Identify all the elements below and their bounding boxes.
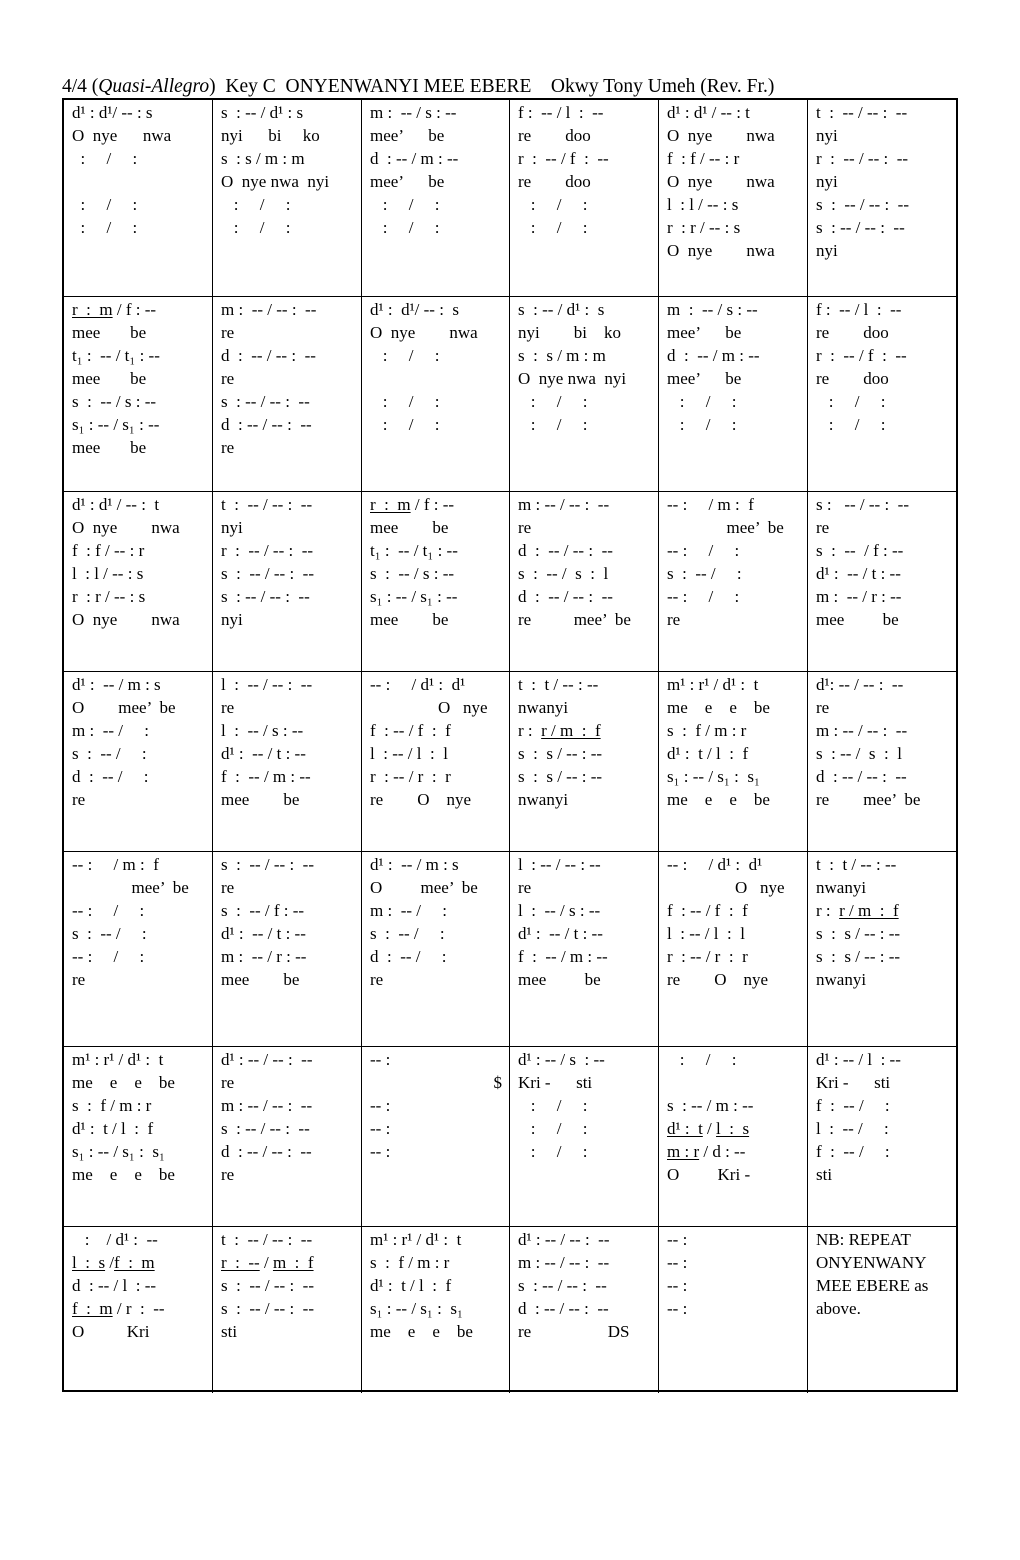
solfa-line: m¹ : r¹ / d¹ : t [72, 1050, 164, 1069]
solfa-line: re DS [518, 1322, 630, 1341]
solfa-line: nyi [816, 126, 838, 145]
solfa-line: re [221, 438, 235, 457]
solfa-line: : / : [370, 195, 440, 214]
solfa-line: t₁ : -- / t₁ : -- [72, 346, 160, 365]
solfa-line: r : -- / f : -- [816, 346, 907, 365]
measure-cell [362, 492, 510, 672]
solfa-line: d : -- / -- : -- [518, 1299, 609, 1318]
solfa-line: O nye nwa nyi [221, 172, 330, 191]
solfa-line: : / : [370, 218, 440, 237]
solfa-line: sti [221, 1322, 238, 1341]
measure-cell [64, 1227, 213, 1393]
measure-cell [659, 100, 808, 297]
solfa-line: : / : [370, 392, 440, 411]
solfa-line: s₁ : -- / s₁ : -- [370, 587, 458, 606]
solfa-line: mee be [370, 518, 449, 537]
solfa-line: d¹ : -- / l : -- [816, 1050, 901, 1069]
solfa-line: s : s / -- : -- [518, 767, 603, 786]
solfa-line: s : -- / -- : -- [221, 587, 310, 606]
solfa-line: O nye nwa [72, 126, 172, 145]
measure-cell [808, 672, 958, 852]
solfa-line: s : -- / -- : -- [816, 495, 910, 514]
measure-cell [213, 852, 362, 1047]
solfa-line: -- : / : [72, 901, 145, 920]
solfa-line: r : -- / f : -- [518, 149, 609, 168]
solfa-line: re mee’ be [816, 790, 921, 809]
solfa-line: nwanyi [518, 790, 569, 809]
solfa-line: s : -- / : [72, 924, 147, 943]
solfa-line: t : t / -- : -- [816, 855, 897, 874]
solfa-line: mee be [816, 610, 899, 629]
solfa-line: mee be [72, 438, 147, 457]
solfa-line: re [72, 790, 86, 809]
solfa-line: mee be [518, 970, 601, 989]
solfa-line: -- : [667, 1276, 688, 1295]
solfa-line: s : -- / -- : -- [518, 1276, 607, 1295]
solfa-line: -- : [667, 1253, 688, 1272]
solfa-line: l : s /f : m [72, 1253, 155, 1272]
solfa-line: l : -- / -- : -- [518, 855, 601, 874]
solfa-line: f : -- / : [816, 1096, 890, 1115]
solfa-line: nwanyi [518, 698, 569, 717]
measure-cell [64, 852, 213, 1047]
solfa-line: s : f / m : r [72, 1096, 152, 1115]
solfa-line: -- : / m : f [667, 495, 754, 514]
solfa-line: re [221, 698, 235, 717]
solfa-line: O Kri - [667, 1165, 751, 1184]
solfa-line: d¹ : d¹/ -- : s [72, 103, 153, 122]
solfa-score-table [62, 98, 958, 1392]
solfa-line: mee be [370, 610, 449, 629]
measure-cell [808, 492, 958, 672]
solfa-line: d : -- / -- : -- [221, 346, 316, 365]
solfa-line: mee’ be [370, 172, 445, 191]
measure-cell [659, 492, 808, 672]
solfa-line: s : -- / s : l [518, 564, 609, 583]
solfa-line: m : -- / -- : -- [518, 495, 610, 514]
solfa-line: s : -- / -- : -- [221, 1299, 315, 1318]
solfa-line: s : -- / d¹ : s [518, 300, 605, 319]
measure-cell [64, 492, 213, 672]
solfa-line: mee’ be [370, 126, 445, 145]
solfa-line: -- : [370, 1119, 391, 1138]
solfa-line: s : -- / -- : -- [221, 1276, 315, 1295]
solfa-line: l : -- / -- : -- [221, 675, 313, 694]
solfa-line: t : -- / -- : -- [221, 1230, 313, 1249]
solfa-line: t₁ : -- / t₁ : -- [370, 541, 458, 560]
solfa-line: mee be [221, 790, 300, 809]
solfa-line: : / d¹ : -- [72, 1230, 158, 1249]
solfa-line: r : -- / m : f [221, 1253, 314, 1272]
solfa-line: : / : [816, 392, 886, 411]
measure-cell [510, 1047, 659, 1227]
solfa-line: s : -- / : [72, 744, 147, 763]
solfa-line: s₁ : -- / s₁ : s₁ [667, 767, 760, 786]
solfa-line: O nye nwa [667, 172, 775, 191]
solfa-line: r : r / -- : s [72, 587, 146, 606]
solfa-line: O nye [667, 878, 785, 897]
solfa-line: O nye nwa [72, 518, 180, 537]
solfa-line: mee be [221, 970, 300, 989]
meter-label: 4/4 ( [62, 76, 99, 97]
measure-cell [362, 1047, 510, 1227]
solfa-line: s : f / m : r [370, 1253, 450, 1272]
solfa-line: r : m / f : -- [370, 495, 455, 514]
measure-cell [659, 852, 808, 1047]
solfa-line: -- : / : [667, 587, 740, 606]
measure-cell [64, 100, 213, 297]
solfa-line: s : -- / -- : -- [221, 564, 315, 583]
solfa-line: -- : [370, 1050, 391, 1069]
solfa-line: : / : [518, 415, 588, 434]
solfa-line: f : f / -- : r [667, 149, 740, 168]
solfa-line: s : f / m : r [667, 721, 747, 740]
measure-cell [659, 297, 808, 492]
solfa-line: : / : [72, 218, 138, 237]
solfa-line: nyi [221, 518, 243, 537]
solfa-line: m : -- / s : -- [370, 103, 457, 122]
solfa-line: : / : [667, 415, 737, 434]
solfa-line: re doo [518, 126, 591, 145]
solfa-line: d¹ : -- / t : -- [816, 564, 901, 583]
solfa-line: l : -- / l : l [667, 924, 745, 943]
solfa-line: f : f / -- : r [72, 541, 145, 560]
solfa-line: O nye nwa [667, 241, 775, 260]
solfa-line: d¹ : d¹/ -- : s [370, 300, 460, 319]
solfa-line: $ [493, 1073, 502, 1092]
measure-cell [213, 1227, 362, 1393]
solfa-line: : / : [816, 415, 886, 434]
measure-cell [510, 492, 659, 672]
solfa-line: re [816, 518, 830, 537]
solfa-line: : / : [518, 1142, 588, 1161]
solfa-line: : / : [370, 346, 440, 365]
solfa-line: m : -- / r : -- [221, 947, 307, 966]
solfa-line: mee’ be [72, 878, 189, 897]
solfa-line: s : -- / s : -- [370, 564, 455, 583]
solfa-line: Kri - sti [518, 1073, 593, 1092]
solfa-line: : / : [518, 1119, 588, 1138]
page-header [62, 74, 958, 100]
solfa-line: d : -- / m : -- [370, 149, 459, 168]
measure-cell [510, 672, 659, 852]
solfa-line: d¹ : t / l : f [72, 1119, 154, 1138]
solfa-line: d¹ : -- / s : -- [518, 1050, 605, 1069]
solfa-line: -- : [370, 1096, 391, 1115]
measure-cell [362, 672, 510, 852]
solfa-line: O nye nwa [72, 610, 180, 629]
solfa-line: O nye nwa [667, 126, 775, 145]
measure-cell [213, 1047, 362, 1227]
solfa-line: r : -- / r : r [667, 947, 748, 966]
solfa-line: d¹ : -- / t : -- [518, 924, 603, 943]
measure-cell [659, 1047, 808, 1227]
solfa-line: m : -- / -- : -- [221, 1096, 313, 1115]
solfa-line: d¹ : -- / m : s [72, 675, 161, 694]
solfa-line: re [221, 1165, 235, 1184]
solfa-line: d : -- / -- : -- [221, 1142, 312, 1161]
solfa-line: d¹: -- / -- : -- [816, 675, 904, 694]
solfa-line: m : -- / s : -- [667, 300, 758, 319]
solfa-line: : / : [667, 392, 737, 411]
solfa-line: : / : [370, 415, 440, 434]
measure-cell [362, 1227, 510, 1393]
solfa-line: O Kri [72, 1322, 150, 1341]
repeat-note: NB: REPEAT ONYENWANY MEE EBERE as above. [816, 1230, 929, 1318]
solfa-line: r : m / f : -- [72, 300, 157, 319]
measure-cell [510, 100, 659, 297]
solfa-line: me e e be [667, 790, 770, 809]
solfa-line: -- : / : [667, 541, 740, 560]
title-and-composer: ) Key C ONYENWANYI MEE EBERE Okwy Tony Umeh (Rev. Fr.) [209, 76, 775, 97]
solfa-line: s : -- / s : l [816, 744, 902, 763]
solfa-line: s : -- / -- : -- [816, 218, 905, 237]
solfa-line: mee be [72, 323, 147, 342]
solfa-line: f : -- / m : -- [221, 767, 311, 786]
solfa-line: O nye [370, 698, 488, 717]
solfa-line: r : r / m : f [518, 721, 601, 740]
solfa-line: d¹ : -- / t : -- [221, 924, 306, 943]
solfa-line: re doo [816, 369, 889, 388]
solfa-line: m : -- / : [370, 901, 447, 920]
solfa-line: -- : / m : f [72, 855, 159, 874]
solfa-line: f : -- / : [816, 1142, 890, 1161]
solfa-line: re O nye [370, 790, 472, 809]
solfa-line: d¹ : t / l : s [667, 1119, 750, 1138]
solfa-line: t : -- / -- : -- [816, 103, 908, 122]
solfa-line: : / : [221, 218, 291, 237]
solfa-line: d : -- / -- : -- [816, 767, 907, 786]
solfa-line: s : -- / s : -- [72, 392, 157, 411]
solfa-line: mee be [72, 369, 147, 388]
solfa-line: d : -- / -- : -- [518, 541, 613, 560]
solfa-line: O mee’ be [72, 698, 176, 717]
solfa-line: d¹ : t / l : f [370, 1276, 452, 1295]
solfa-line: Kri - sti [816, 1073, 891, 1092]
solfa-line: -- : / d¹ : d¹ [370, 675, 466, 694]
solfa-line: s : -- / -- : -- [221, 855, 315, 874]
solfa-line: : / : [518, 218, 588, 237]
solfa-line: s₁ : -- / s₁ : s₁ [72, 1142, 165, 1161]
solfa-line: s : -- / d¹ : s [221, 103, 304, 122]
solfa-line: m : r / d : -- [667, 1142, 746, 1161]
solfa-line: s : -- / f : -- [221, 901, 305, 920]
solfa-line: m : -- / : [72, 721, 149, 740]
solfa-line: s : -- / : [370, 924, 445, 943]
solfa-line: mee’ be [667, 323, 742, 342]
measure-cell [808, 1047, 958, 1227]
solfa-line: s : -- / -- : -- [221, 392, 310, 411]
solfa-line: re [816, 698, 830, 717]
solfa-line: f : -- / f : f [667, 901, 748, 920]
solfa-line: O nye nwa [370, 323, 478, 342]
solfa-line: d¹ : t / l : f [667, 744, 749, 763]
solfa-line: m : -- / r : -- [816, 587, 902, 606]
solfa-line: re [221, 369, 235, 388]
solfa-line: d : -- / : [370, 947, 447, 966]
solfa-line: s : -- / -- : -- [816, 195, 910, 214]
solfa-line: re [72, 970, 86, 989]
solfa-line: re O nye [667, 970, 769, 989]
measure-cell [213, 297, 362, 492]
solfa-line [667, 1071, 800, 1094]
solfa-line: nyi [221, 610, 243, 629]
solfa-line: re [518, 878, 532, 897]
solfa-line: d : -- / : [72, 767, 149, 786]
solfa-line: s : s / -- : -- [816, 947, 901, 966]
solfa-line: l : -- / s : -- [518, 901, 601, 920]
solfa-line: nyi [816, 172, 838, 191]
solfa-line [72, 170, 205, 193]
solfa-line: d¹ : -- / m : s [370, 855, 459, 874]
solfa-line: sti [816, 1165, 833, 1184]
solfa-line: f : -- / m : -- [518, 947, 608, 966]
solfa-line: r : -- / -- : -- [221, 541, 314, 560]
solfa-line: -- : / d¹ : d¹ [667, 855, 763, 874]
solfa-line: f : m / r : -- [72, 1299, 165, 1318]
measure-cell [362, 297, 510, 492]
measure-cell [362, 100, 510, 297]
solfa-line: r : -- / -- : -- [816, 149, 909, 168]
solfa-line: s₁ : -- / s₁ : s₁ [370, 1299, 463, 1318]
measure-cell [808, 1227, 958, 1393]
solfa-line: nyi [816, 241, 838, 260]
solfa-line: O nye nwa nyi [518, 369, 627, 388]
solfa-line: m¹ : r¹ / d¹ : t [667, 675, 759, 694]
solfa-line: s : -- / f : -- [816, 541, 904, 560]
solfa-line: r : r / -- : s [667, 218, 741, 237]
solfa-line: d¹ : d¹ / -- : t [667, 103, 750, 122]
solfa-line: -- : / : [72, 947, 145, 966]
solfa-line: : / : [518, 392, 588, 411]
solfa-line: d¹ : -- / t : -- [221, 744, 306, 763]
solfa-line: d : -- / m : -- [667, 346, 760, 365]
solfa-line: : / : [667, 1050, 737, 1069]
solfa-line: re [221, 878, 235, 897]
solfa-line: : / : [72, 195, 138, 214]
solfa-line: l : l / -- : s [72, 564, 144, 583]
measure-cell [659, 1227, 808, 1393]
solfa-line: r : -- / r : r [370, 767, 451, 786]
solfa-line: mee’ be [667, 518, 784, 537]
measure-cell [64, 672, 213, 852]
measure-cell [808, 297, 958, 492]
solfa-line: s₁ : -- / s₁ : -- [72, 415, 160, 434]
measure-cell [213, 100, 362, 297]
solfa-line: s : -- / : [667, 564, 742, 583]
solfa-line: s : -- / m : -- [667, 1096, 754, 1115]
solfa-line: : / : [518, 1096, 588, 1115]
solfa-line: nwanyi [816, 970, 867, 989]
solfa-line: re [221, 1073, 235, 1092]
solfa-line: r : r / m : f [816, 901, 899, 920]
solfa-line: d : -- / -- : -- [518, 587, 613, 606]
solfa-line: me e e be [370, 1322, 473, 1341]
solfa-line: -- : [667, 1299, 688, 1318]
solfa-line: nyi bi ko [518, 323, 621, 342]
solfa-line: re doo [816, 323, 889, 342]
solfa-line: re mee’ be [518, 610, 631, 629]
solfa-line: nwanyi [816, 878, 867, 897]
solfa-line: me e e be [667, 698, 770, 717]
solfa-line: t : t / -- : -- [518, 675, 599, 694]
solfa-line: mee’ be [667, 369, 742, 388]
solfa-line: s : -- / -- : -- [221, 1119, 310, 1138]
solfa-line: d : -- / -- : -- [221, 415, 312, 434]
measure-cell [213, 492, 362, 672]
solfa-line: me e e be [72, 1073, 175, 1092]
measure-cell [510, 1227, 659, 1393]
solfa-line: m : -- / -- : -- [518, 1253, 610, 1272]
solfa-line: f : -- / l : -- [518, 103, 604, 122]
solfa-line: l : -- / s : -- [221, 721, 304, 740]
solfa-line: d : -- / l : -- [72, 1276, 157, 1295]
solfa-line: me e e be [72, 1165, 175, 1184]
measure-cell [808, 100, 958, 297]
solfa-line: t : -- / -- : -- [221, 495, 313, 514]
solfa-line: l : l / -- : s [667, 195, 739, 214]
solfa-line: m : -- / -- : -- [816, 721, 908, 740]
solfa-line: s : s / -- : -- [518, 744, 603, 763]
solfa-line: re doo [518, 172, 591, 191]
solfa-line: s : s / -- : -- [816, 924, 901, 943]
measure-cell [64, 1047, 213, 1227]
solfa-line: re [667, 610, 681, 629]
solfa-line: l : -- / l : l [370, 744, 448, 763]
solfa-line: re [221, 323, 235, 342]
solfa-line: nyi bi ko [221, 126, 320, 145]
solfa-line: f : -- / l : -- [816, 300, 902, 319]
solfa-line: re [370, 970, 384, 989]
solfa-line: d¹ : -- / -- : -- [518, 1230, 610, 1249]
solfa-line: O mee’ be [370, 878, 478, 897]
measure-cell [659, 672, 808, 852]
solfa-line: : / : [518, 195, 588, 214]
measure-cell [64, 297, 213, 492]
solfa-line: d¹ : -- / -- : -- [221, 1050, 313, 1069]
solfa-line [370, 367, 502, 390]
measure-cell [213, 672, 362, 852]
solfa-line: d¹ : d¹ / -- : t [72, 495, 160, 514]
solfa-line: m¹ : r¹ / d¹ : t [370, 1230, 462, 1249]
tempo-marking: Quasi-Allegro [98, 76, 210, 97]
measure-cell [362, 852, 510, 1047]
measure-cell [510, 297, 659, 492]
solfa-line: f : -- / f : f [370, 721, 451, 740]
solfa-line: : / : [221, 195, 291, 214]
solfa-line: l : -- / : [816, 1119, 889, 1138]
solfa-line: m : -- / -- : -- [221, 300, 317, 319]
measure-cell [808, 852, 958, 1047]
solfa-line: -- : [370, 1142, 391, 1161]
solfa-line: s : s / m : m [518, 346, 606, 365]
measure-cell [510, 852, 659, 1047]
solfa-line: -- : [667, 1230, 688, 1249]
solfa-line: : / : [72, 149, 138, 168]
solfa-line: s : s / m : m [221, 149, 305, 168]
solfa-line: re [518, 518, 532, 537]
